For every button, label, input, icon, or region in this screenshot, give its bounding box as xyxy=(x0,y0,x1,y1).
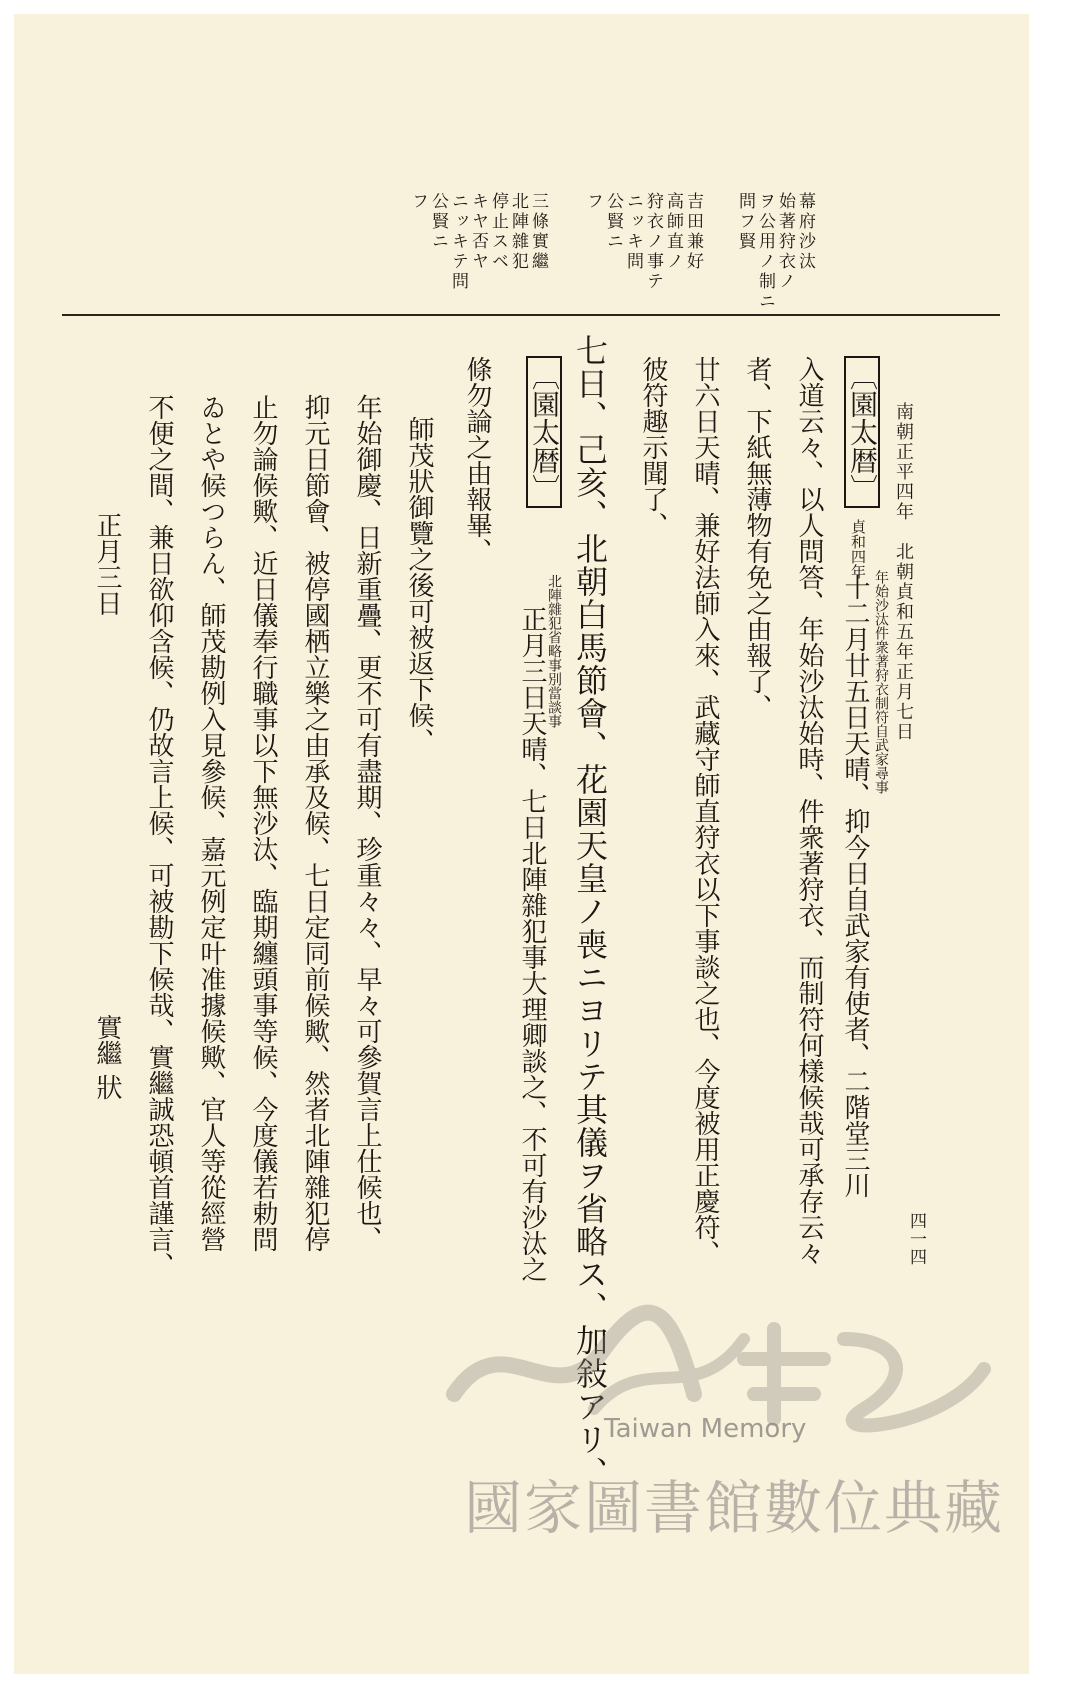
inline-note: 北陣雜犯省略事別當談事 xyxy=(546,574,562,728)
source-title-bracket: 〔園太暦〕 xyxy=(844,356,880,508)
year-annotation: 貞和四年 xyxy=(849,519,867,579)
body-column: ゐとや候つらん、師茂勘例入見參候、嘉元例定叶准據候歟、官人等從經營 xyxy=(196,394,226,1252)
margin-note: 問フ賢 xyxy=(735,192,755,252)
body-column xyxy=(844,356,880,508)
body-column: 年始御慶、日新重疊、更不可有盡期、珍重々々、早々可參賀言上仕候也、 xyxy=(352,394,382,1252)
margin-note: ニッキ問 xyxy=(623,192,643,272)
body-column: 入道云々、以人問答、年始沙汰始時、件衆著狩衣、而制符何樣候哉可承存云々 xyxy=(794,356,824,1266)
body-column: 者、下紙無薄物有免之由報了、 xyxy=(742,356,772,720)
watermark-subtitle: Taiwan Memory xyxy=(604,1414,807,1444)
horizontal-rule xyxy=(62,314,1000,316)
body-column: 不便之間、兼日欲仰含候、仍故言上候、可被勘下候哉、實繼誠恐頓首謹言、 xyxy=(144,394,174,1278)
source-title-bracket: 〔園太暦〕 xyxy=(526,356,562,508)
body-column xyxy=(526,356,562,508)
margin-note: フ xyxy=(408,192,428,212)
body-column: 條勿論之由報畢、 xyxy=(462,356,492,564)
body-column: 抑元日節會、被停國栖立樂之由承及候、七日定同前候歟、然者北陣雜犯停 xyxy=(300,394,330,1252)
margin-note: 幕府沙汰 xyxy=(795,192,815,272)
body-column: 止勿論候歟、近日儀奉行職事以下無沙汰、臨期纏頭事等候、今度儀若勅問 xyxy=(248,394,278,1252)
margin-note: ヲ公用ノ制ニ xyxy=(755,192,775,312)
watermark-label: 國家圖書館數位典藏 xyxy=(464,1474,1005,1542)
era-header: 南朝正平四年 北朝貞和五年正月七日 xyxy=(893,402,914,742)
signature: 實繼 狀 xyxy=(92,1014,122,1101)
margin-note: 公賢ニ xyxy=(603,192,623,252)
body-column: 正月三日 xyxy=(92,512,122,616)
margin-note: 高師直ノ xyxy=(663,192,683,272)
body-column: 十二月廿五日天晴、抑今日自武家有使者、二階堂三川 xyxy=(840,574,870,1198)
margin-note: キヤ否ヤ xyxy=(468,192,488,272)
body-column: 彼符趣示聞了、 xyxy=(638,356,668,538)
event-heading: 七日、己亥、北朝白馬節會、花園天皇ノ喪ニヨリテ其儀ヲ省略ス、加敍アリ、 xyxy=(571,334,609,1489)
margin-note: 停止スベ xyxy=(488,192,508,272)
margin-note: ニッキテ問 xyxy=(448,192,468,292)
margin-note: 三條實繼 xyxy=(528,192,548,272)
margin-note: 北陣雜犯 xyxy=(508,192,528,272)
body-column: 廿六日天晴、兼好法師入來、武藏守師直狩衣以下事談之也、今度被用正慶符、 xyxy=(690,356,720,1266)
margin-note: フ xyxy=(583,192,603,212)
body-column: 正月三日天晴、七日北陣雜犯事大理卿談之、不可有沙汰之 xyxy=(517,606,547,1282)
inline-note: 年始沙汰件衆著狩衣制符自武家尋事 xyxy=(873,570,889,794)
margin-note: 始著狩衣ノ xyxy=(775,192,795,292)
document-page xyxy=(14,14,1029,1674)
margin-note: 吉田兼好 xyxy=(683,192,703,272)
margin-note: 狩衣ノ事テ xyxy=(643,192,663,292)
page-number: 四一四 xyxy=(906,1212,926,1266)
margin-note: 公賢ニ xyxy=(428,192,448,252)
body-column: 師茂狀御覽之後可被返下候、 xyxy=(404,416,434,754)
